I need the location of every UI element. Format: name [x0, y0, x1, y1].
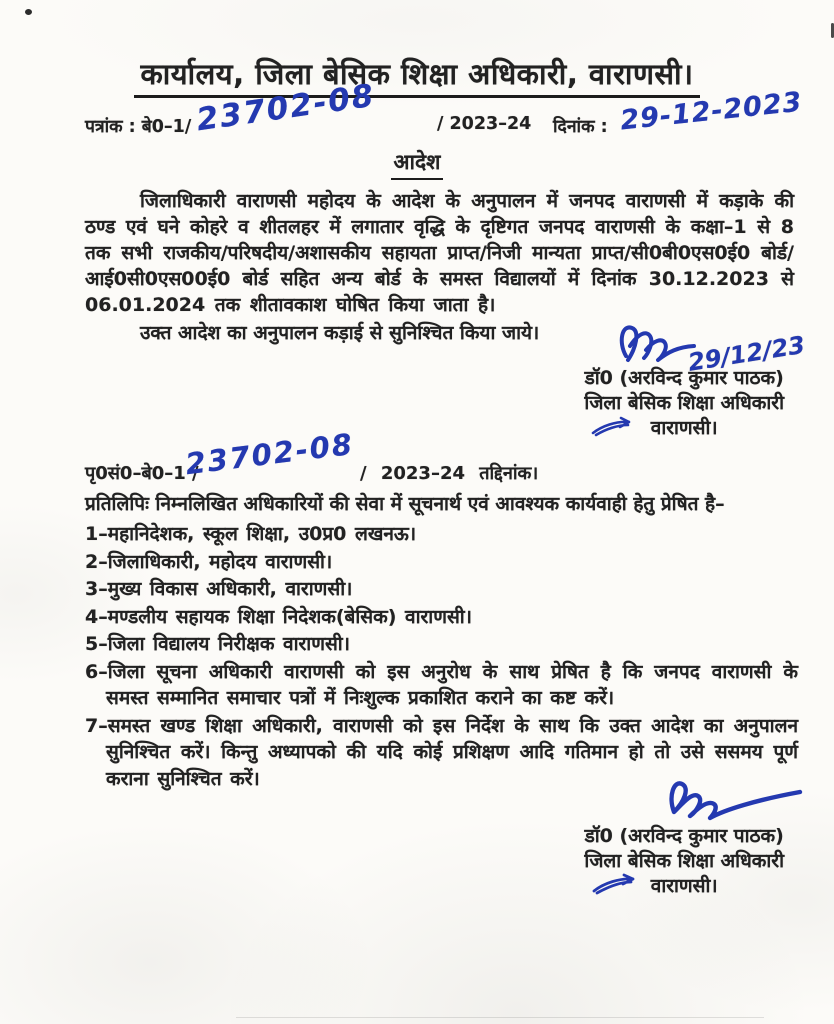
- compliance-line: उक्त आदेश का अनुपालन कड़ाई से सुनिश्चित किया जाये।: [140, 322, 540, 345]
- signature-block-top: [584, 331, 807, 441]
- recipient-item-2: 2–जिलाधिकारी, महोदय वाराणसी।: [85, 550, 333, 573]
- endorsement-year-label: / 2023–24 तद्दिनांक।: [360, 463, 539, 485]
- letter-year-label: / 2023–24: [437, 114, 532, 135]
- order-body-paragraph: जिलाधिकारी वाराणसी महोदय के आदेश के अनुपालन में जनपद वाराणसी में कड़ाके की ठण्ड एवं घने कोहरे व शीतलहर में लगातार वृद्धि के दृष्टिगत जनपद वाराणसी के कक्षा–1 से 8 तक सभी राजकीय/परिषदीय/अशासकीय सहायता प्राप्त/निजी मान्यता प्राप्त/सी0बी0एस0ई0 बोर्ड/ आई0सी0एस00ई0 बोर्ड सहित अन्य बोर्ड के समस्त विद्यालयों में दिनांक 30.12.2023 से 06.01.2024 तक शीतावकाश घोषित किया जाता है।: [85, 190, 794, 317]
- signatory-name: डॉ0 (अरविन्द कुमार पाठक): [584, 825, 784, 848]
- signature-date-handwritten: 29/12/23: [686, 331, 807, 378]
- recipient-item-1: 1–महानिदेशक, स्कूल शिक्षा, उ0प्र0 लखनऊ।: [85, 523, 417, 546]
- recipient-item-3: 3–मुख्य विकास अधिकारी, वाराणसी।: [85, 578, 353, 601]
- signature-scribble: [660, 774, 810, 826]
- signature-block-bottom: [584, 824, 784, 899]
- arrow-flourish: [590, 415, 636, 439]
- signatory-designation: जिला बेसिक शिक्षा अधिकारी: [584, 850, 784, 873]
- recipient-item-7: 7–समस्त खण्ड शिक्षा अधिकारी, वाराणसी को इस निर्देश के साथ कि उक्त आदेश का अनुपालन सुनिश्चित करें। किन्तु अध्यापको की यदि कोई प्रशिक्षण आदि गतिमान हो तो उसे ससमय पूर्ण कराना सुनिश्चित करें।: [85, 714, 798, 790]
- letter-number-handwritten: 23702-08: [194, 77, 378, 139]
- signatory-place: वाराणसी।: [650, 417, 718, 440]
- arrow-flourish: [590, 871, 640, 897]
- signatory-designation: जिला बेसिक शिक्षा अधिकारी: [584, 392, 784, 415]
- scan-dot-artifact: [25, 9, 32, 15]
- endorsement-ref-label: पृ0सं0–बे0–1 /: [85, 463, 199, 485]
- letter-number-label: पत्रांक : बे0–1/: [85, 117, 192, 138]
- signature-scribble: [610, 316, 810, 378]
- copy-distribution-line: प्रतिलिपिः निम्नलिखित अधिकारियों की सेवा में सूचनार्थ एवं आवश्यक कार्यवाही हेतु प्रेषित है–: [85, 493, 725, 516]
- signatory-place: वाराणसी।: [650, 875, 718, 898]
- signatory-name: डॉ0 (अरविन्द कुमार पाठक): [584, 367, 784, 390]
- recipient-item-4: 4–मण्डलीय सहायक शिक्षा निदेशक(बेसिक) वाराणसी।: [85, 605, 472, 628]
- recipient-list: [85, 521, 798, 792]
- reference-line: [0, 77, 834, 146]
- endorsement-number-handwritten: 23702-08: [183, 427, 356, 482]
- order-heading: आदेश: [391, 148, 444, 180]
- recipient-item-6: 6–जिला सूचना अधिकारी वाराणसी को इस अनुरोध के साथ प्रेषित है कि जनपद वाराणसी के समस्त सम्मानित समाचार पत्रों में निःशुल्क प्रकाशित कराने का कष्ट करें।: [85, 660, 798, 710]
- date-handwritten: 29-12-2023: [618, 86, 804, 137]
- office-title: कार्यालय, जिला बेसिक शिक्षा अधिकारी, वाराणसी।: [134, 56, 699, 98]
- recipient-item-5: 5–जिला विद्यालय निरीक्षक वाराणसी।: [85, 633, 350, 656]
- scan-bottom-line-artifact: [236, 1017, 764, 1018]
- date-label: दिनांक :: [553, 117, 608, 138]
